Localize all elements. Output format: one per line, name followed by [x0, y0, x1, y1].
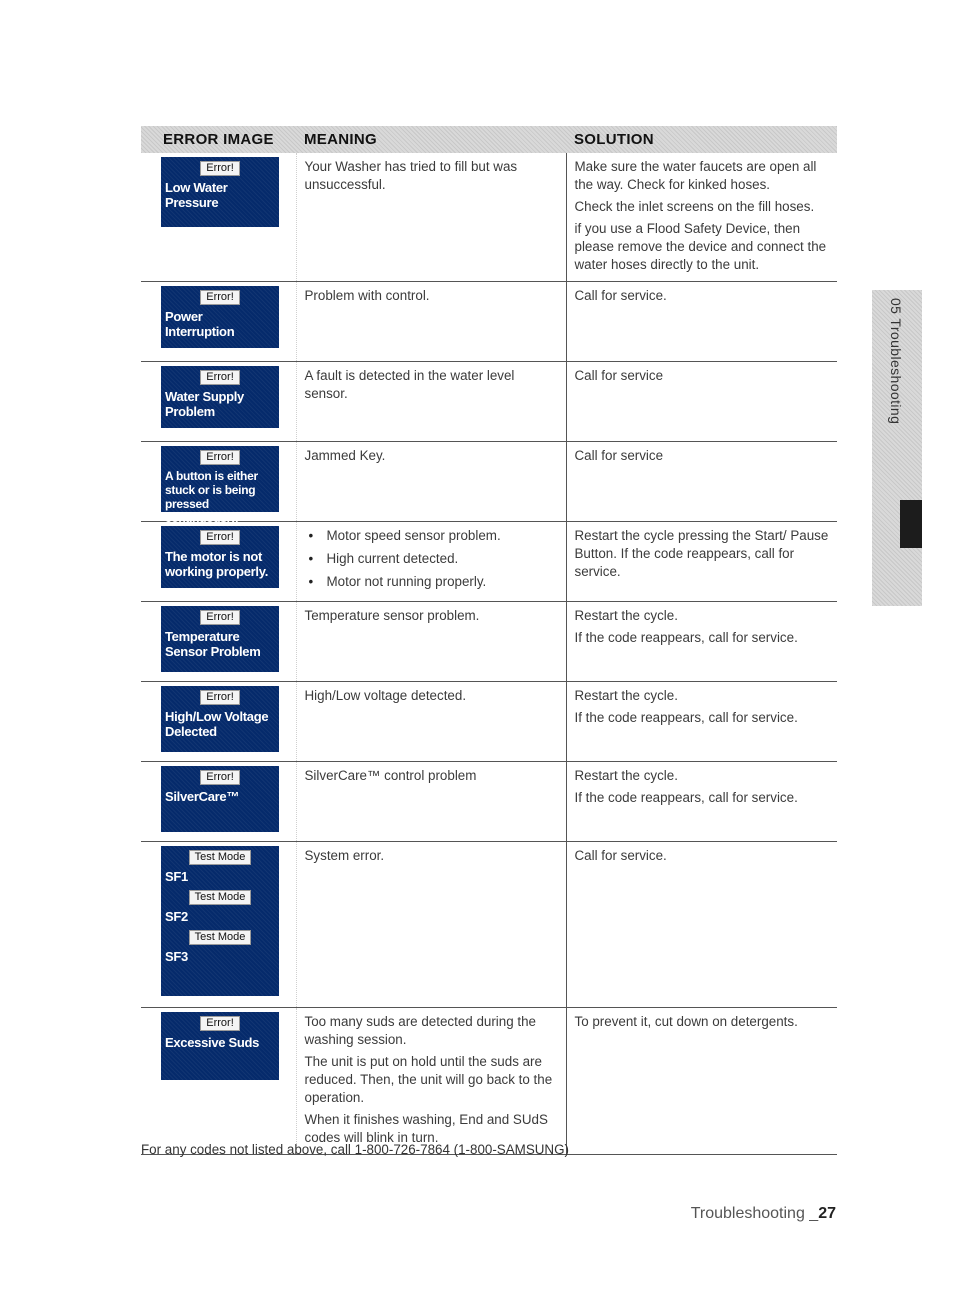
error-image-cell: [141, 442, 296, 525]
error-image-cell: [141, 842, 296, 1008]
error-image-cell: [141, 282, 296, 362]
solution-cell: [566, 602, 837, 682]
sf-code: SF1: [165, 869, 188, 884]
error-badge: Error!: [200, 370, 240, 385]
test-mode-badge: Test Mode: [189, 890, 251, 905]
meaning-cell: [296, 1008, 566, 1155]
error-badge: Error!: [200, 450, 240, 465]
meaning-bullet: • High current detected.: [317, 550, 558, 568]
error-panel-text: SilverCare™: [165, 789, 240, 804]
meaning-text: A fault is detected in the water level sensor.: [304, 368, 515, 401]
solution-text: To prevent it, cut down on detergents.: [574, 1014, 798, 1029]
meaning-text: Jammed Key.: [304, 448, 386, 463]
error-panel-text: Power Interruption: [165, 309, 235, 339]
error-badge: Error!: [200, 690, 240, 705]
error-panel-text: Temperature Sensor Problem: [165, 629, 261, 659]
table-row: [141, 522, 837, 602]
error-panel-text: A button is either stuck or is being pressed continuously.: [165, 469, 258, 525]
table-row: [141, 442, 837, 522]
meaning-cell: [296, 522, 566, 602]
meaning-bullet: • Motor not running properly.: [317, 573, 558, 591]
meaning-text: Temperature sensor problem.: [304, 608, 480, 623]
meaning-cell: [296, 282, 566, 362]
error-panel-text: High/Low Voltage Delected: [165, 709, 269, 739]
error-badge: Error!: [200, 1016, 240, 1031]
error-image-cell: [141, 153, 296, 282]
solution-text: If the code reappears, call for service.: [574, 710, 798, 725]
meaning-cell: [296, 762, 566, 842]
meaning-text: Your Washer has tried to fill but was unsuccessful.: [304, 159, 518, 192]
test-mode-panel: [161, 846, 279, 996]
solution-text: Make sure the water faucets are open all the way. Check for kinked hoses.: [574, 159, 817, 192]
solution-text: Restart the cycle.: [574, 768, 678, 783]
error-display-panel: [161, 366, 279, 428]
meaning-text: System error.: [304, 848, 385, 863]
error-badge: Error!: [200, 530, 240, 545]
meaning-text: SilverCare™ control problem: [304, 768, 477, 783]
error-code-table-wrapper: [141, 126, 837, 1155]
meaning-text: Too many suds are detected during the washing session.: [304, 1014, 537, 1047]
solution-text: Call for service: [574, 448, 664, 463]
table-row: [141, 842, 837, 1008]
table-row: [141, 762, 837, 842]
solution-text: Restart the cycle.: [574, 608, 678, 623]
error-panel-text: Low Water Pressure: [165, 180, 228, 210]
meaning-bullet: • Motor speed sensor problem.: [317, 527, 558, 545]
error-panel-text: The motor is not working properly.: [165, 549, 269, 579]
error-display-panel: [161, 157, 279, 227]
error-badge: Error!: [200, 161, 240, 176]
solution-cell: [566, 442, 837, 522]
solution-text: Call for service.: [574, 848, 667, 863]
solution-cell: [566, 282, 837, 362]
meaning-text: The unit is put on hold until the suds are reduced. Then, the unit will go back to the operation.: [304, 1054, 553, 1105]
error-display-panel: [161, 606, 279, 672]
page-number: 27: [818, 1205, 836, 1222]
chapter-tab-label: 05 Troubleshooting: [888, 298, 904, 425]
error-display-panel: [161, 1012, 279, 1080]
chapter-tab-marker: [900, 500, 922, 548]
error-badge: Error!: [200, 610, 240, 625]
solution-text: Restart the cycle pressing the Start/ Pause Button. If the code reappears, call for service.: [574, 528, 829, 579]
table-row: [141, 282, 837, 362]
solution-text: if you use a Flood Safety Device, then please remove the device and connect the water hoses directly to the unit.: [574, 221, 827, 272]
error-display-panel: [161, 526, 279, 588]
solution-cell: [566, 682, 837, 762]
table-row: [141, 602, 837, 682]
table-row: [141, 153, 837, 282]
meaning-cell: [296, 153, 566, 282]
solution-cell: [566, 842, 837, 1008]
table-row: [141, 362, 837, 442]
error-image-cell: [141, 682, 296, 762]
table-header-row: [141, 126, 837, 153]
meaning-cell: [296, 362, 566, 442]
header-meaning: MEANING: [304, 131, 377, 148]
solution-text: Call for service.: [574, 288, 667, 303]
error-image-cell: [141, 1008, 296, 1155]
solution-cell: [566, 762, 837, 842]
table-row: [141, 682, 837, 762]
error-display-panel: [161, 446, 279, 525]
solution-cell: [566, 1008, 837, 1155]
error-code-table: [141, 126, 837, 1155]
error-panel-text: Excessive Suds: [165, 1035, 260, 1050]
meaning-text: High/Low voltage detected.: [304, 688, 467, 703]
error-image-cell: [141, 602, 296, 682]
solution-text: If the code reappears, call for service.: [574, 790, 798, 805]
test-mode-badge: Test Mode: [189, 850, 251, 865]
error-display-panel: [161, 766, 279, 832]
sf-code: SF2: [165, 909, 188, 924]
table-row: [141, 1008, 837, 1155]
test-mode-badge: Test Mode: [189, 930, 251, 945]
solution-cell: [566, 362, 837, 442]
error-panel-text: Water Supply Problem: [165, 389, 244, 419]
error-display-panel: [161, 686, 279, 752]
solution-text: Check the inlet screens on the fill hoses.: [574, 199, 815, 214]
header-error-image: ERROR IMAGE: [163, 131, 274, 148]
solution-text: Call for service: [574, 368, 664, 383]
solution-cell: [566, 153, 837, 282]
footer-section-label: Troubleshooting _: [690, 1205, 819, 1222]
header-solution: SOLUTION: [574, 131, 654, 148]
meaning-cell: [296, 842, 566, 1008]
solution-cell: [566, 522, 837, 602]
error-image-cell: [141, 522, 296, 602]
meaning-bullet-list: [305, 527, 558, 591]
error-badge: Error!: [200, 770, 240, 785]
meaning-cell: [296, 682, 566, 762]
meaning-text: Problem with control.: [304, 288, 430, 303]
meaning-text: When it finishes washing, End and SUdS codes will blink in turn.: [304, 1112, 548, 1145]
page-footer: [691, 1205, 836, 1223]
sf-code: SF3: [165, 949, 188, 964]
solution-text: If the code reappears, call for service.: [574, 630, 798, 645]
footnote: For any codes not listed above, call 1-800-726-7864 (1-800-SAMSUNG): [141, 1142, 569, 1157]
error-image-cell: [141, 762, 296, 842]
error-image-cell: [141, 362, 296, 442]
solution-text: Restart the cycle.: [574, 688, 678, 703]
meaning-cell: [296, 602, 566, 682]
error-badge: Error!: [200, 290, 240, 305]
chapter-side-tab: [872, 290, 922, 606]
meaning-cell: [296, 442, 566, 522]
error-display-panel: [161, 286, 279, 348]
